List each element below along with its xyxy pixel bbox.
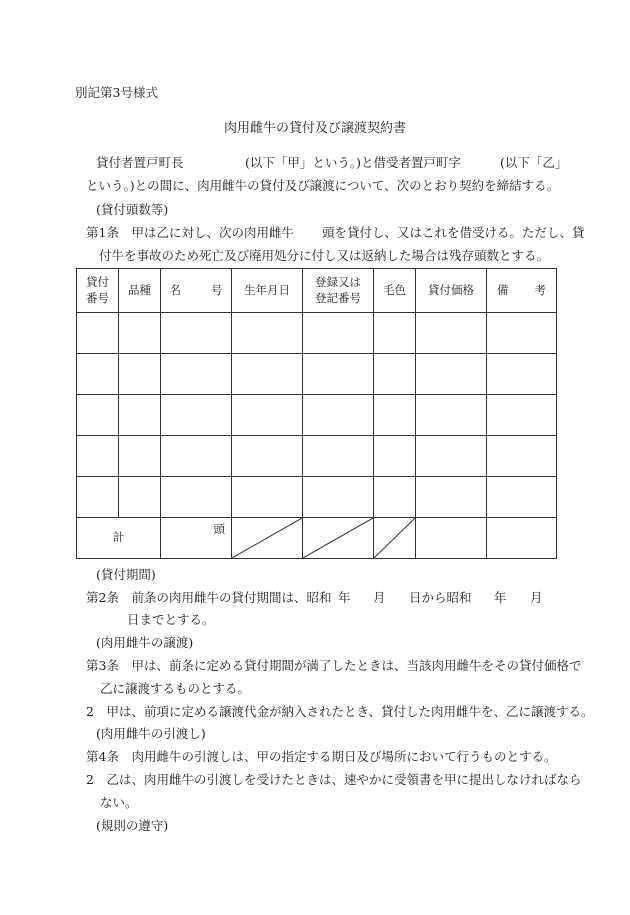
table-row xyxy=(77,436,557,477)
total-registration-crossed xyxy=(303,518,374,559)
cattle-ledger-table xyxy=(76,268,557,559)
intro-borrower: (以下「甲」という。)と借受者置戸町字 xyxy=(245,155,462,170)
table-row xyxy=(77,477,557,518)
header-loan-price: 貸付価格 xyxy=(416,269,487,313)
header-registration-number: 登録又は 登記番号 xyxy=(303,269,374,313)
header-loan-number: 貸付 番号 xyxy=(77,269,119,313)
total-birth-date-crossed xyxy=(232,518,303,559)
diagonal-strike xyxy=(374,518,415,558)
article1-line1a: 第1条 甲は乙に対し、次の肉用雌牛 xyxy=(86,225,294,240)
intro-suffix: (以下「乙」 xyxy=(500,155,568,170)
document-title: 肉用雌牛の貸付及び譲渡契約書 xyxy=(223,121,406,136)
article4-para2-line1: 2 乙は、肉用雌牛の引渡しを受けたときは、速やかに受領書を甲に提出しなければなら xyxy=(86,772,582,787)
header-name: 名 号 xyxy=(161,269,232,313)
article3-heading: (肉用雌牛の譲渡) xyxy=(96,635,194,650)
table-header-row xyxy=(77,269,557,313)
head-unit: 頭 xyxy=(213,522,225,536)
diagonal-strike xyxy=(303,518,373,558)
article3-para2: 2 甲は、前項に定める譲渡代金が納入されたとき、貸付した肉用雌牛を、乙に譲渡する。 xyxy=(86,704,594,719)
article2-heading: (貸付期間) xyxy=(96,567,156,582)
article2-line2: 日までとする。 xyxy=(127,612,215,627)
header-remarks: 備 考 xyxy=(487,269,557,313)
article3-line2: 乙に譲渡するものとする。 xyxy=(100,681,251,696)
total-head-count xyxy=(161,518,232,559)
article5-heading: (規則の遵守) xyxy=(96,818,169,833)
article2-year1: 年 xyxy=(338,590,351,605)
article2-year2: 年 xyxy=(494,590,507,605)
table-row xyxy=(77,395,557,436)
article4-heading: (肉用雌牛の引渡し) xyxy=(96,726,206,741)
form-label: 別記第3号様式 xyxy=(75,85,158,100)
article2-line1b: 日から昭和 xyxy=(409,590,472,605)
article3-line1: 第3条 甲は、前条に定める貸付期間が満了したときは、当該肉用雌牛をその貸付価格で xyxy=(86,658,582,673)
article1-line2: 付牛を事故のため死亡及び廃用処分に付し又は返納した場合は残存頭数とする。 xyxy=(99,248,550,263)
table-row xyxy=(77,354,557,395)
intro-lessor: 貸付者置戸町長 xyxy=(96,155,184,170)
article4-para2-line2: ない。 xyxy=(100,795,138,810)
table-total-row xyxy=(77,518,557,559)
header-breed: 品種 xyxy=(119,269,161,313)
total-loan-price xyxy=(416,518,487,559)
header-birth-date: 生年月日 xyxy=(232,269,303,313)
article1-heading: (貸付頭数等) xyxy=(96,202,169,217)
diagonal-strike xyxy=(232,518,302,558)
article2-month2: 月 xyxy=(530,590,543,605)
article1-line1b: 頭を貸付し、又はこれを借受ける。ただし、貸 xyxy=(322,225,585,240)
table-row xyxy=(77,313,557,354)
total-remarks xyxy=(487,518,557,559)
article2-line1a: 第2条 前条の肉用雌牛の貸付期間は、昭和 xyxy=(86,590,332,605)
article4-line1: 第4条 肉用雌牛の引渡しは、甲の指定する期日及び場所において行うものとする。 xyxy=(86,749,557,764)
total-label: 計 xyxy=(77,518,161,559)
article2-month1: 月 xyxy=(373,590,386,605)
total-coat-color-crossed xyxy=(374,518,416,559)
intro-line-2: という。)との間に、肉用雌牛の貸付及び譲渡について、次のとおり契約を締結する。 xyxy=(86,178,560,193)
header-coat-color: 毛色 xyxy=(374,269,416,313)
